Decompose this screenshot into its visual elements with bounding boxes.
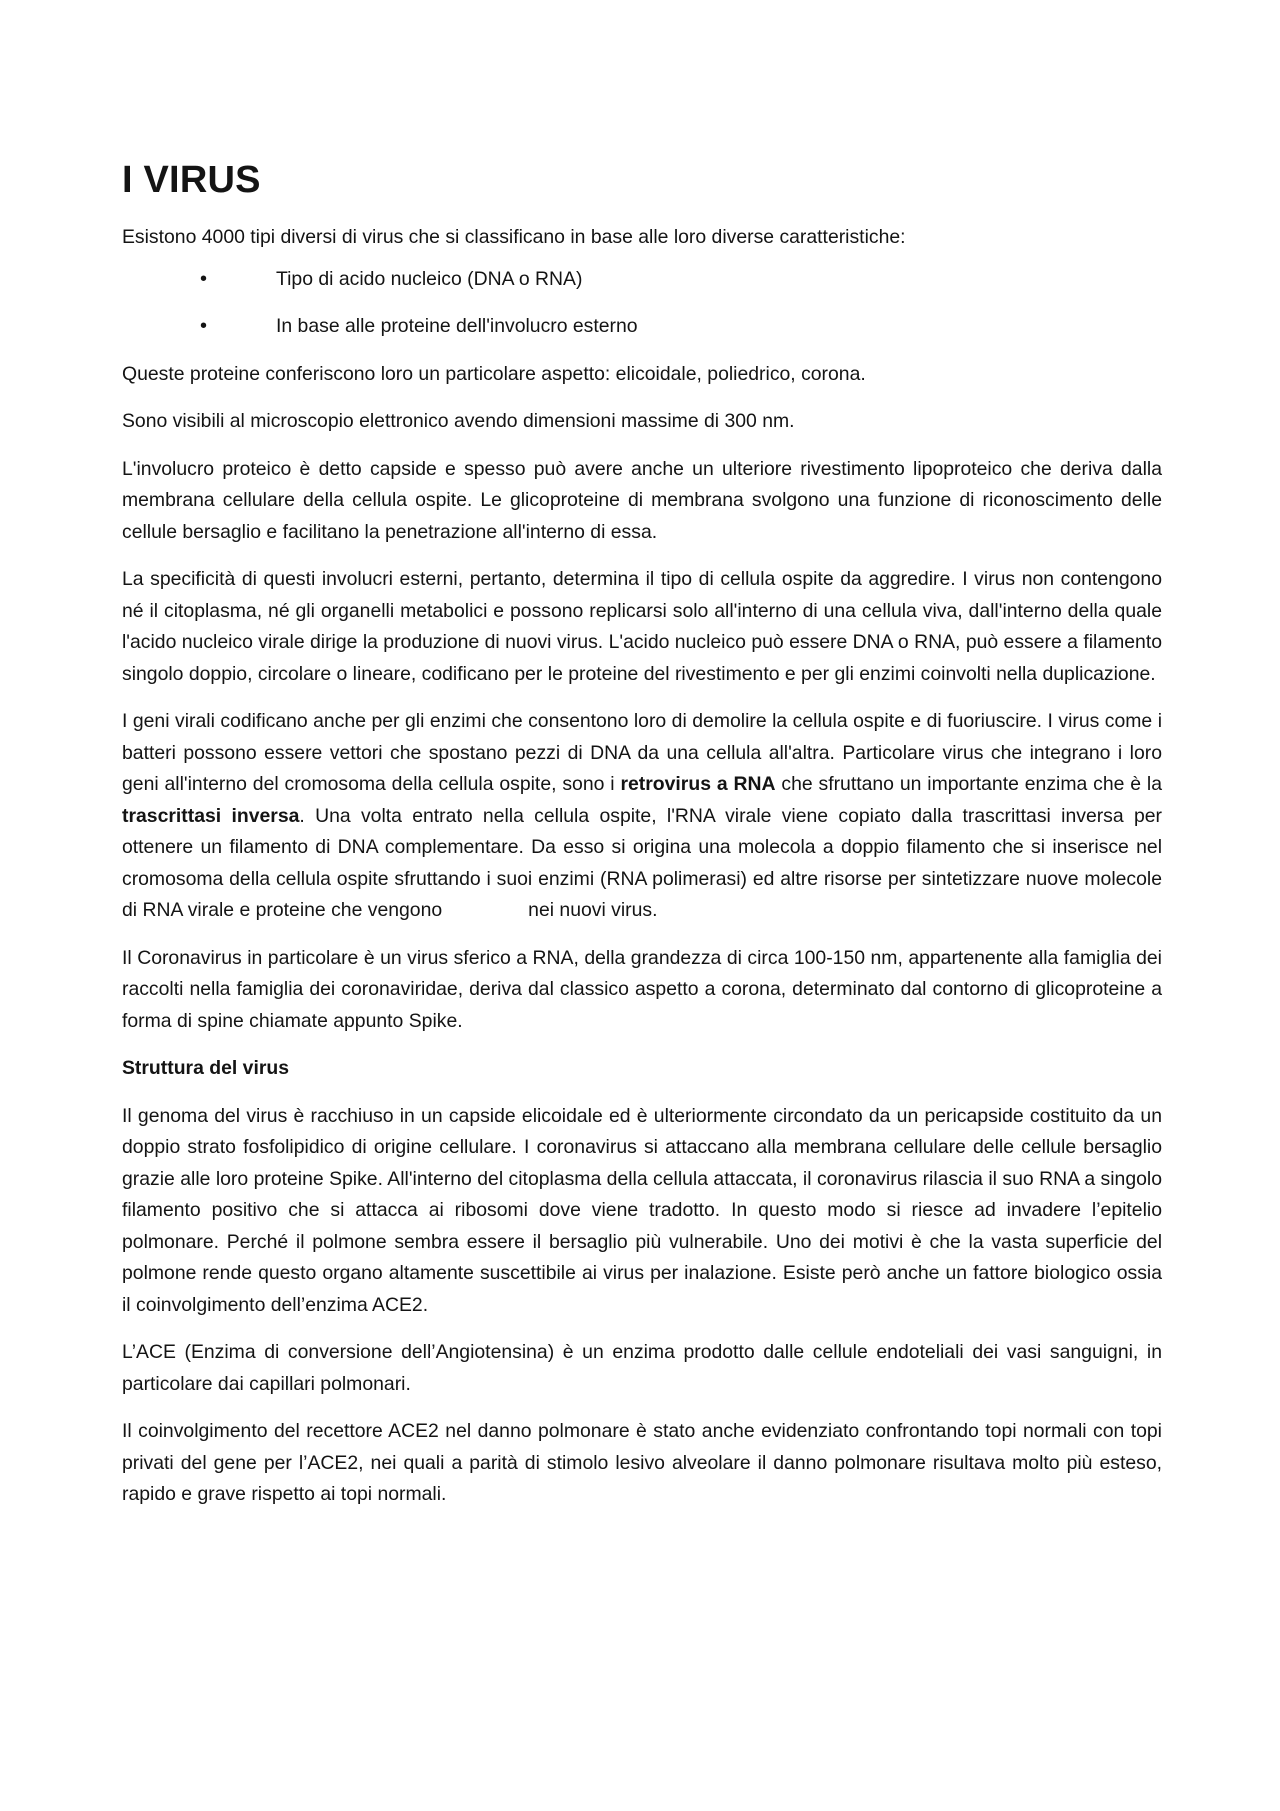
bullet-icon: •: [200, 315, 208, 337]
list-item: [122, 311, 1162, 343]
aspect-paragraph: Queste proteine conferiscono loro un particolare aspetto: elicoidale, poliedrico, corona.: [122, 362, 866, 385]
ace2-paragraph: Il coinvolgimento del recettore ACE2 nel danno polmonare è stato anche evidenziato confrontando topi normali con topi privati del gene per l’ACE2, nei quali a parità di stimolo lesivo alveolare il danno polmonare risultava molto più esteso, rapido e grave rispetto ai topi normali.: [122, 1420, 1162, 1505]
genes-text-1: I geni virali codificano anche per gli enzimi che consentono loro di demolire la cellula ospite e di fuoriuscire. I virus come i batteri possono essere vettori che spostano pezzi di DNA da una cellula all'altra. Particolare virus che integrano i loro geni all'interno del cromosoma della cellula ospite, sono i: [122, 710, 1162, 795]
genome-paragraph: Il genoma del virus è racchiuso in un capside elicoidale ed è ulteriormente circondato da un pericapside costituito da un doppio strato fosfolipidico di origine cellulare. I coronavirus si attaccano alla membrana cellulare delle cellule bersaglio grazie alle loro proteine Spike. All'interno del citoplasma della cellula attaccata, il coronavirus rilascia il suo RNA a singolo filamento positivo che si attacca ai ribosomi dove viene tradotto. In questo modo si riesce ad invadere l’epitelio polmonare. Perché il polmone sembra essere il bersaglio più vulnerabile. Uno dei motivi è che la vasta superficie del polmone rende questo organo altamente suscettibile ai virus per inalazione. Esiste però anche un fattore biologico ossia il coinvolgimento dell’enzima ACE2.: [122, 1104, 1162, 1316]
genes-text-4: nei nuovi virus.: [528, 899, 658, 921]
specificity-paragraph: La specificità di questi involucri esterni, pertanto, determina il tipo di cellula ospite da aggredire. I virus non contengono né il citoplasma, né gli organelli metabolici e possono replicarsi solo all'interno di una cellula viva, dall'interno della quale l'acido nucleico virale dirige la produzione di nuovi virus. L'acido nucleico può essere DNA o RNA, può essere a filamento singolo doppio, circolare o lineare, codificano per le proteine del rivestimento e per gli enzimi coinvolti nella duplicazione.: [122, 568, 1162, 685]
genes-text-2: che sfruttano un importante enzima che è la: [775, 773, 1162, 795]
list-item-text: In base alle proteine dell'involucro esterno: [276, 315, 638, 337]
document-page: [122, 150, 1162, 1527]
capside-paragraph: L'involucro proteico è detto capside e spesso può avere anche un ulteriore rivestimento lipoproteico che deriva dalla membrana cellulare della cellula ospite. Le glicoproteine di membrana svolgono una funzione di riconoscimento delle cellule bersaglio e facilitano la penetrazione all'interno di essa.: [122, 457, 1162, 543]
viral-genes-paragraph: [122, 706, 1162, 927]
retrovirus-term: retrovirus a RNA: [620, 773, 776, 795]
coronavirus-paragraph: Il Coronavirus in particolare è un virus sferico a RNA, della grandezza di circa 100-150 nm, appartenente alla famiglia dei raccolti nella famiglia dei coronaviridae, deriva dal classico aspetto a corona, determinato dal contorno di glicoproteine a forma di spine chiamate appunto Spike.: [122, 946, 1162, 1032]
list-item-text: Tipo di acido nucleico (DNA o RNA): [276, 267, 583, 290]
visibility-paragraph: Sono visibili al microscopio elettronico avendo dimensioni massime di 300 nm.: [122, 410, 795, 432]
bullet-icon: •: [200, 267, 208, 290]
bullet-list: [122, 264, 1162, 343]
reverse-transcriptase-term: trascrittasi inversa: [122, 804, 300, 827]
genes-text-3: . Una volta entrato nella cellula ospite, l'RNA virale viene copiato dalla trascrittasi inversa per ottenere un filamento di DNA complementare. Da esso si origina una molecola a doppio filamento che si inserisce nel cromosoma della cellula ospite sfruttando i suoi enzimi (RNA polimerasi) ed altre risorse per sintetizzare nuove molecole di RNA virale e proteine che vengono: [122, 804, 1162, 921]
page-title: I VIRUS: [122, 159, 261, 201]
intro-paragraph: Esistono 4000 tipi diversi di virus che si classificano in base alle loro diverse caratteristiche:: [122, 226, 906, 248]
list-item: [122, 264, 1162, 296]
ace-paragraph: L’ACE (Enzima di conversione dell’Angiotensina) è un enzima prodotto dalle cellule endoteliali dei vasi sanguigni, in particolare dai capillari polmonari.: [122, 1341, 1162, 1395]
section-heading: Struttura del virus: [122, 1057, 290, 1079]
